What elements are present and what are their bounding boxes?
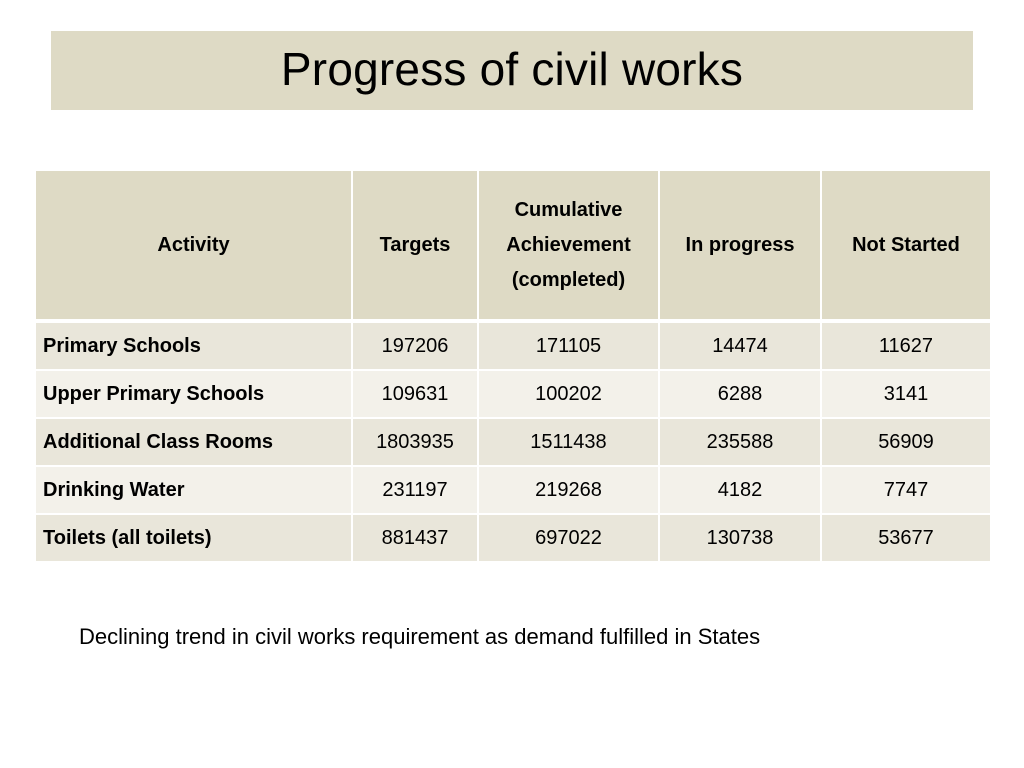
cell-targets: 1803935: [352, 418, 478, 466]
table-row: [35, 370, 991, 418]
table-row: [35, 466, 991, 514]
cell-cumulative: 1511438: [478, 418, 659, 466]
cell-in-progress: 14474: [659, 321, 821, 370]
civil-works-table: [34, 169, 992, 563]
cell-cumulative: 100202: [478, 370, 659, 418]
cell-in-progress: 130738: [659, 514, 821, 562]
cell-in-progress: 6288: [659, 370, 821, 418]
cell-not-started: 3141: [821, 370, 991, 418]
cell-activity: Upper Primary Schools: [35, 370, 352, 418]
cell-activity: Drinking Water: [35, 466, 352, 514]
cell-activity: Additional Class Rooms: [35, 418, 352, 466]
cell-activity: Toilets (all toilets): [35, 514, 352, 562]
header-activity: Activity: [35, 170, 352, 321]
header-targets: Targets: [352, 170, 478, 321]
cell-targets: 881437: [352, 514, 478, 562]
cell-not-started: 11627: [821, 321, 991, 370]
title-banner: [51, 31, 973, 110]
cell-not-started: 7747: [821, 466, 991, 514]
cell-cumulative: 219268: [478, 466, 659, 514]
cell-targets: 197206: [352, 321, 478, 370]
cell-targets: 231197: [352, 466, 478, 514]
header-cumulative-line2: Achievement: [506, 233, 631, 256]
table-row: [35, 514, 991, 562]
cell-in-progress: 235588: [659, 418, 821, 466]
cell-cumulative: 171105: [478, 321, 659, 370]
cell-cumulative: 697022: [478, 514, 659, 562]
table-row: [35, 418, 991, 466]
slide-title: Progress of civil works: [280, 42, 744, 95]
cell-in-progress: 4182: [659, 466, 821, 514]
header-cumulative-line3: (completed): [511, 268, 626, 291]
header-cumulative-line1: Cumulative: [514, 198, 623, 221]
header-not-started: Not Started: [821, 170, 991, 321]
cell-not-started: 56909: [821, 418, 991, 466]
civil-works-table-container: [34, 169, 990, 563]
slide-footnote: Declining trend in civil works requirement as demand fulfilled in States: [79, 624, 761, 649]
table-row: [35, 321, 991, 370]
cell-targets: 109631: [352, 370, 478, 418]
cell-not-started: 53677: [821, 514, 991, 562]
table-header-row: [35, 170, 991, 321]
header-cumulative-achievement: [478, 170, 659, 321]
header-in-progress: In progress: [659, 170, 821, 321]
cell-activity: Primary Schools: [35, 321, 352, 370]
